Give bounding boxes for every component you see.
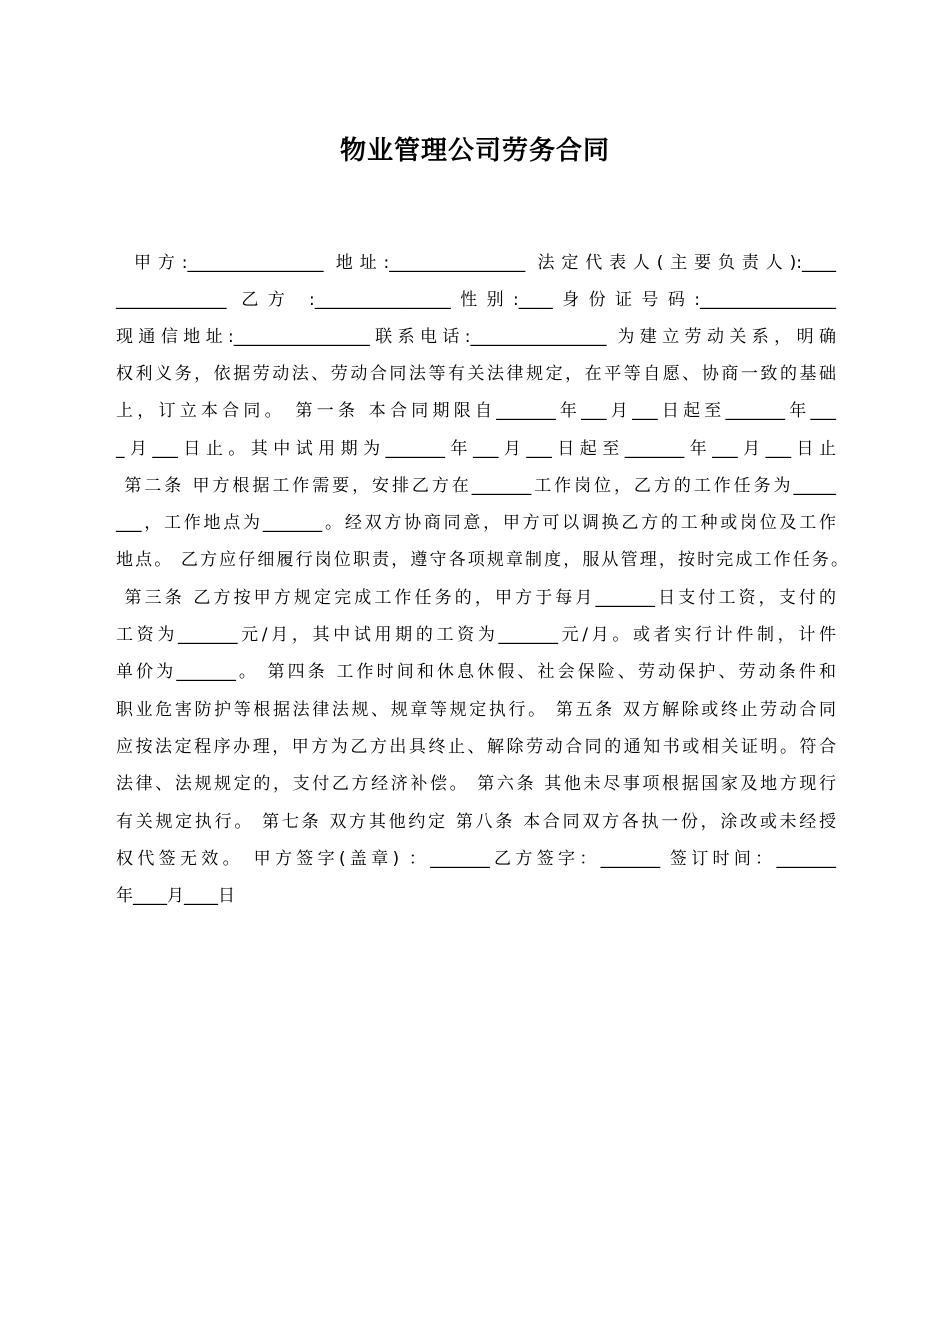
body-line-16: 有关规定执行。 第七条 双方其他约定 第八条 本合同双方各执一份，涂改或未经授 [116, 812, 836, 832]
body-line-8: ___，工作地点为_______。经双方协商同意，甲方可以调换乙方的工种或岗位及工作 [116, 513, 836, 533]
body-line-18: 年____月____日 [116, 886, 235, 906]
body-line-5: 上，订立本合同。 第一条 本合同期限自_______年___月___日起至_______年___ [116, 401, 836, 421]
body-line-12: 单价为_______。 第四条 工作时间和休息休假、社会保险、劳动保护、劳动条件和 [116, 662, 836, 682]
body-line-1: 甲方:________________ 地址:________________ 法定代表人(主要负责人):____ [134, 253, 836, 273]
body-line-3: 现通信地址:________________联系电话:________________ 为建立劳动关系，明确 [116, 327, 836, 347]
body-line-4: 权利义务，依据劳动法、劳动合同法等有关法律规定，在平等自愿、协商一致的基础 [116, 364, 836, 384]
body-line-13: 职业危害防护等根据法律法规、规章等规定执行。 第五条 双方解除或终止劳动合同 [116, 700, 836, 720]
body-line-2: _____________ 乙方 :________________性别:____身份证号码:________________ [116, 290, 836, 310]
body-line-9: 地点。 乙方应仔细履行岗位职责，遵守各项规章制度，服从管理，按时完成工作任务。 [116, 550, 848, 570]
body-line-10: 第三条 乙方按甲方规定完成工作任务的，甲方于每月_______日支付工资，支付的 [116, 588, 836, 608]
body-line-7: 第二条 甲方根据工作需要，安排乙方在_______工作岗位，乙方的工作任务为_____ [116, 476, 836, 496]
body-line-6: _月___日止。其中试用期为_______年___月___日起至_______年___月___日止 [116, 439, 836, 459]
body-line-17: 权代签无效。 甲方签字(盖章) ：_______乙方签字：_______ 签订时间：_______ [116, 849, 836, 869]
document-title: 物业管理公司劳务合同 [339, 136, 610, 166]
body-line-11: 工资为_______元/月，其中试用期的工资为_______元/月。或者实行计件制，计件 [116, 625, 836, 645]
body-line-14: 应按法定程序办理，甲方为乙方出具终止、解除劳动合同的通知书或相关证明。符合 [116, 737, 836, 757]
body-line-15: 法律、法规规定的，支付乙方经济补偿。 第六条 其他未尽事项根据国家及地方现行 [116, 774, 836, 794]
